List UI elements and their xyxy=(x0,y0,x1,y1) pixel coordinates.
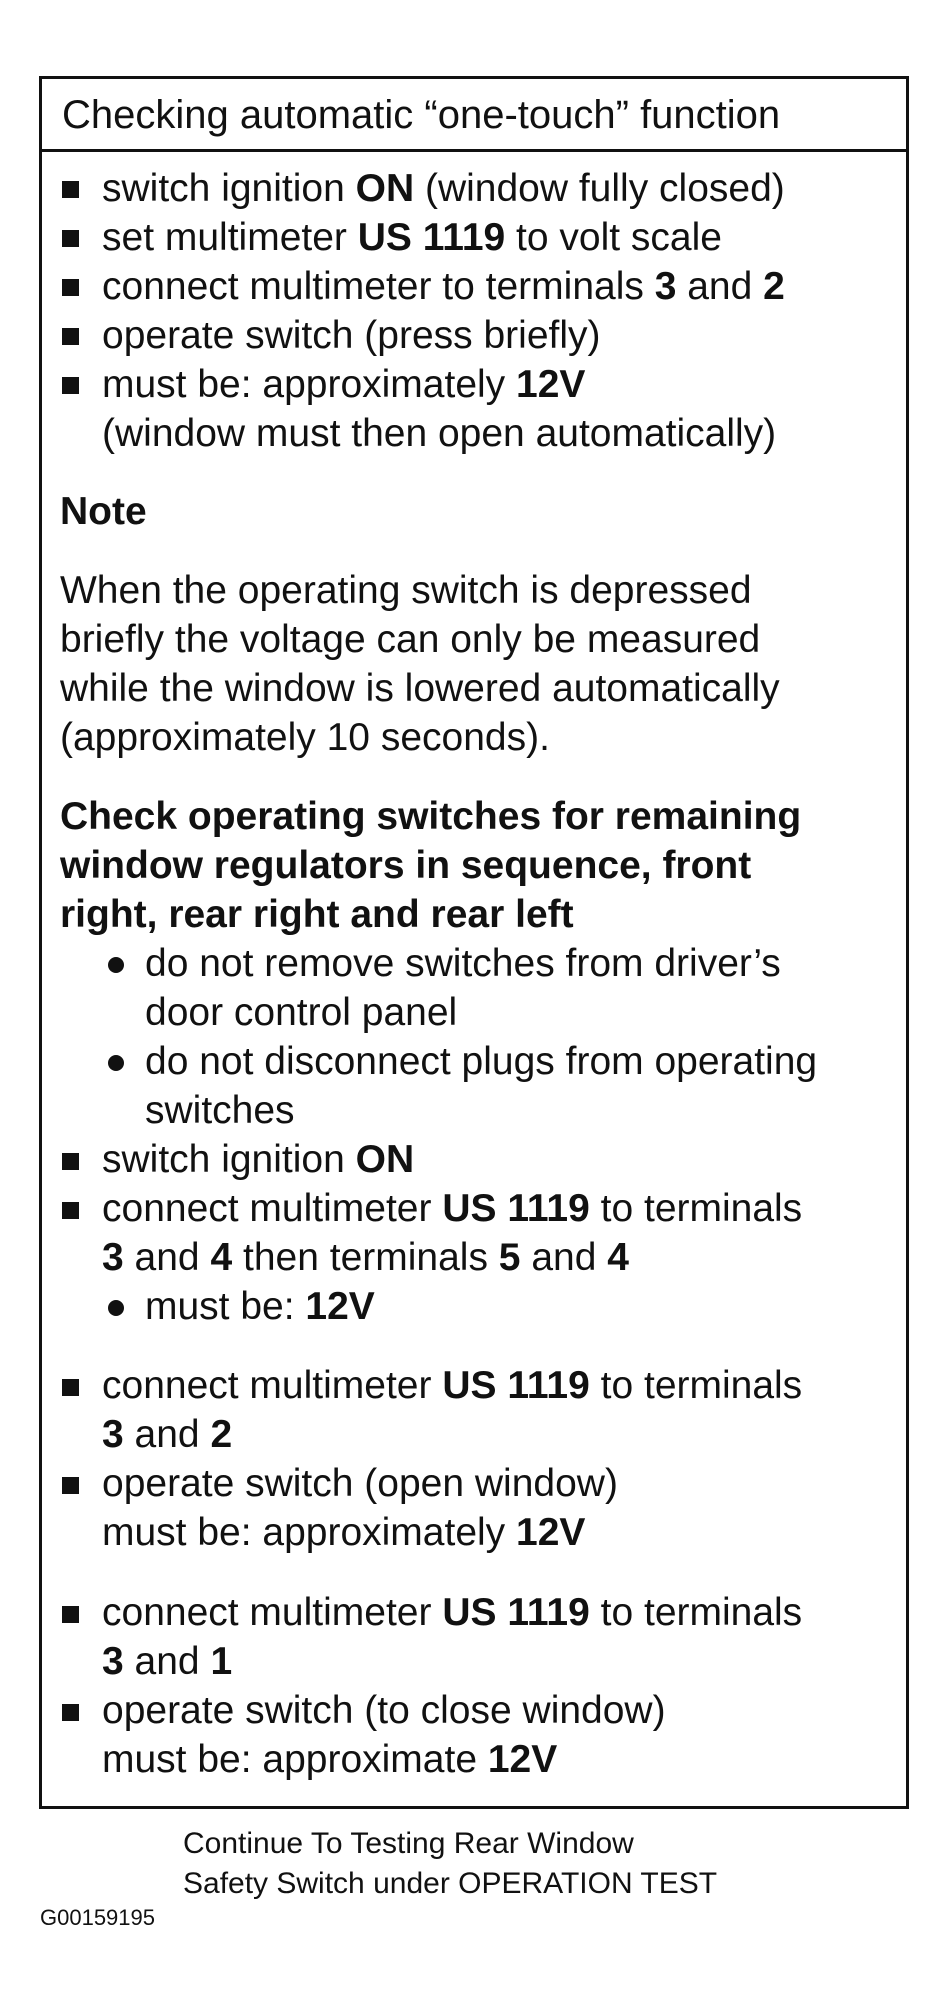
step-line-continued: (window must then open automatically) xyxy=(102,412,777,455)
step-line: connect multimeter US 1119 to terminals xyxy=(102,1364,803,1407)
check-heading: window regulators in sequence, front xyxy=(60,844,752,887)
step-line: set multimeter US 1119 to volt scale xyxy=(102,216,722,259)
check-heading: right, rear right and rear left xyxy=(60,893,574,936)
footer-note: Safety Switch under OPERATION TEST xyxy=(183,1867,718,1900)
square-bullet-icon xyxy=(62,1704,79,1721)
step-line-continued: 3 and 4 then terminals 5 and 4 xyxy=(102,1236,629,1279)
sub-step-line: do not disconnect plugs from operating xyxy=(145,1040,818,1083)
step-line: operate switch (open window) xyxy=(102,1462,618,1505)
note-text: When the operating switch is depressed xyxy=(60,569,752,612)
footer-note: Continue To Testing Rear Window xyxy=(183,1827,634,1860)
sub-step-line: do not remove switches from driver’s xyxy=(145,942,781,985)
sub-step-line: door control panel xyxy=(145,991,458,1034)
step-line: switch ignition ON (window fully closed) xyxy=(102,167,785,210)
step-line-continued: must be: approximate 12V xyxy=(102,1738,558,1781)
step-line: operate switch (to close window) xyxy=(102,1689,666,1732)
note-text: while the window is lowered automatically xyxy=(60,667,780,710)
step-line: connect multimeter US 1119 to terminals xyxy=(102,1187,803,1230)
step-line: connect multimeter US 1119 to terminals xyxy=(102,1591,803,1634)
sub-step-line: must be: 12V xyxy=(145,1285,375,1328)
round-bullet-icon xyxy=(108,1055,124,1071)
step-line-continued: must be: approximately 12V xyxy=(102,1511,586,1554)
note-text: (approximately 10 seconds). xyxy=(60,716,550,759)
step-line-continued: 3 and 2 xyxy=(102,1413,233,1456)
round-bullet-icon xyxy=(108,957,124,973)
square-bullet-icon xyxy=(62,1606,79,1623)
sub-step-line: switches xyxy=(145,1089,295,1132)
step-line: connect multimeter to terminals 3 and 2 xyxy=(102,265,785,308)
note-text: briefly the voltage can only be measured xyxy=(60,618,761,661)
square-bullet-icon xyxy=(62,1477,79,1494)
square-bullet-icon xyxy=(62,181,79,198)
square-bullet-icon xyxy=(62,1379,79,1396)
figure-code: G00159195 xyxy=(40,1905,155,1930)
step-line: switch ignition ON xyxy=(102,1138,415,1181)
round-bullet-icon xyxy=(108,1300,124,1316)
note-heading: Note xyxy=(60,490,147,533)
square-bullet-icon xyxy=(62,279,79,296)
square-bullet-icon xyxy=(62,377,79,394)
panel-title: Checking automatic “one-touch” function xyxy=(42,79,906,152)
square-bullet-icon xyxy=(62,230,79,247)
square-bullet-icon xyxy=(62,1202,79,1219)
square-bullet-icon xyxy=(62,1153,79,1170)
check-heading: Check operating switches for remaining xyxy=(60,795,802,838)
step-line: must be: approximately 12V xyxy=(102,363,586,406)
step-line-continued: 3 and 1 xyxy=(102,1640,233,1683)
square-bullet-icon xyxy=(62,328,79,345)
step-line: operate switch (press briefly) xyxy=(102,314,601,357)
